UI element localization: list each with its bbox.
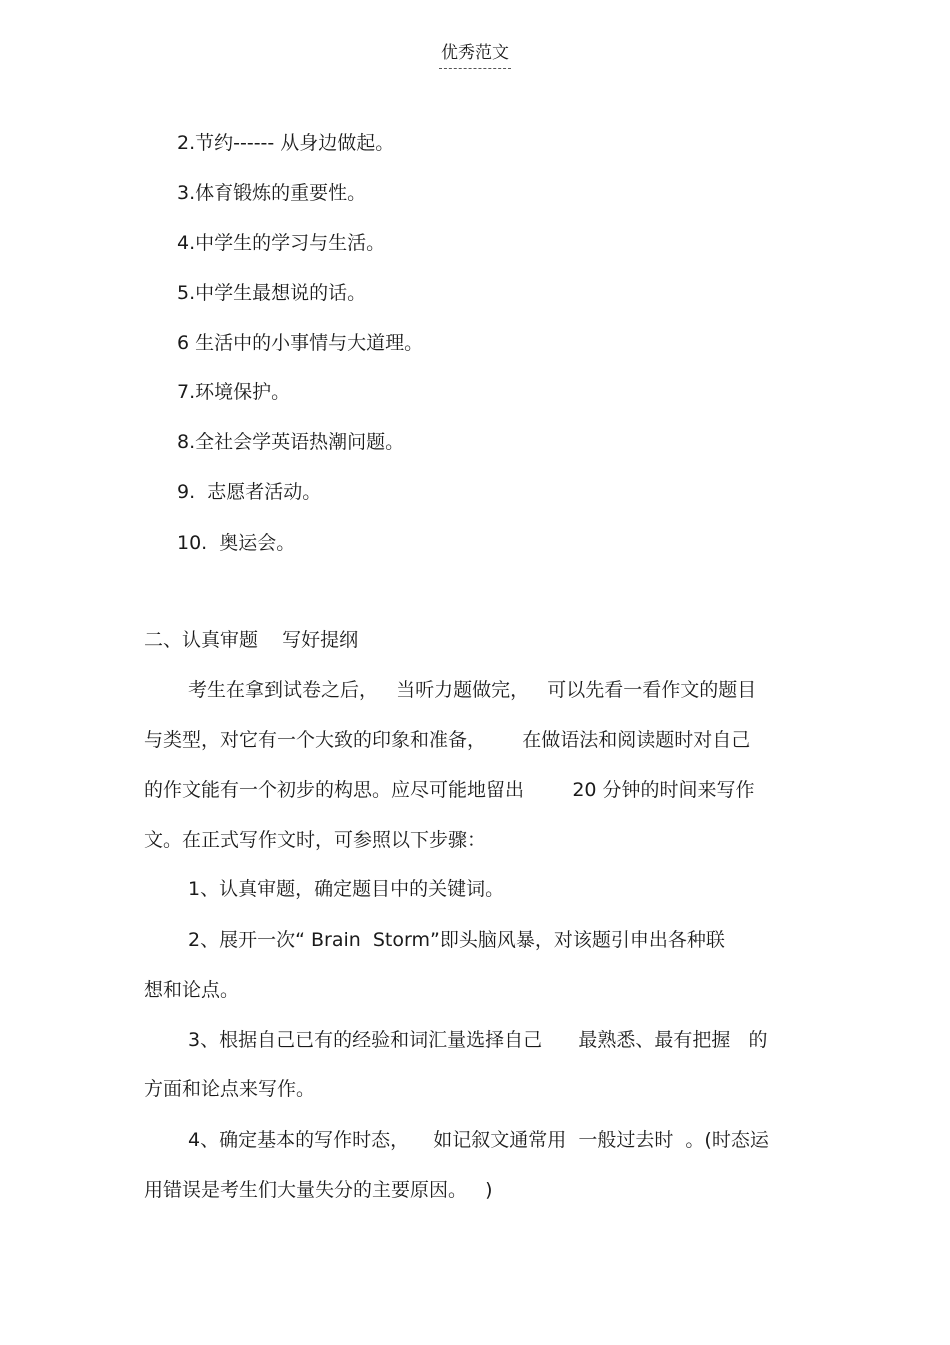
step-line: 2、展开一次“ Brain Storm”即头脑风暴，对该题引申出各种联	[188, 929, 725, 951]
paragraph-line: 与类型，对它有一个大致的印象和准备， 在做语法和阅读题时对自己	[144, 729, 751, 751]
step-line: 方面和论点来写作。	[144, 1078, 316, 1100]
step-line: 用错误是考生们大量失分的主要原因。 )	[144, 1179, 493, 1201]
topic-item: 10. 奥运会。	[177, 532, 296, 554]
paragraph-line: 的作文能有一个初步的构思。应尽可能地留出 20 分钟的时间来写作	[144, 779, 755, 801]
topic-item: 7.环境保护。	[177, 381, 291, 403]
topic-item: 2.节约------ 从身边做起。	[177, 132, 395, 154]
paragraph-line: 考生在拿到试卷之后， 当听力题做完， 可以先看一看作文的题目	[188, 679, 757, 701]
section-heading: 二、认真审题 写好提纲	[144, 629, 359, 651]
step-line: 1、认真审题，确定题目中的关键词。	[188, 878, 505, 900]
step-line: 4、确定基本的写作时态， 如记叙文通常用 一般过去时 。(时态运	[188, 1129, 769, 1151]
topic-item: 4.中学生的学习与生活。	[177, 232, 386, 254]
topic-item: 9. 志愿者活动。	[177, 481, 322, 503]
topic-item: 6 生活中的小事情与大道理。	[177, 332, 424, 354]
step-line: 3、根据自己已有的经验和词汇量选择自己 最熟悉、最有把握 的	[188, 1029, 768, 1051]
topic-item: 5.中学生最想说的话。	[177, 282, 367, 304]
topic-item: 8.全社会学英语热潮问题。	[177, 431, 405, 453]
step-line: 想和论点。	[144, 979, 240, 1001]
topic-item: 3.体育锻炼的重要性。	[177, 182, 367, 204]
header-title: 优秀范文	[439, 40, 511, 69]
paragraph-line: 文。在正式写作文时，可参照以下步骤：	[144, 829, 487, 851]
page-header	[0, 40, 950, 69]
